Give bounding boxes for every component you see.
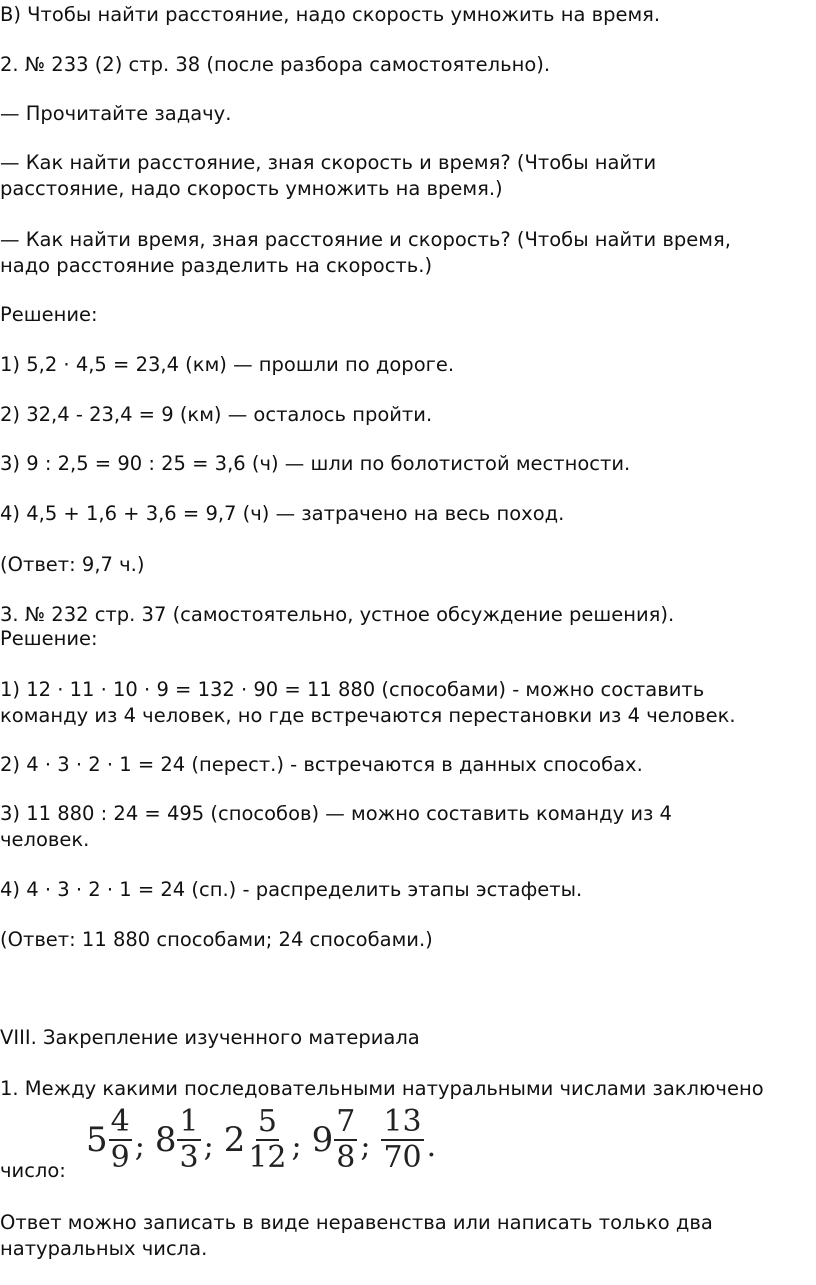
solution-step: 1) 5,2 · 4,5 = 23,4 (км) — прошли по дороге. — [0, 353, 455, 376]
numerator: 7 — [336, 1104, 356, 1139]
numerator: 1 — [179, 1104, 199, 1139]
whole-part: 5 — [86, 1120, 108, 1160]
text-line: надо расстояние разделить на скорость.) — [0, 254, 433, 277]
fraction — [177, 1104, 200, 1175]
mixed-number — [154, 1104, 201, 1175]
denominator: 3 — [179, 1140, 199, 1175]
text-line: 3. № 232 стр. 37 (самостоятельно, устное обсуждение решения). — [0, 603, 675, 626]
text-line: натуральных числа. — [0, 1237, 208, 1260]
separator: ; — [203, 1128, 214, 1164]
whole-part: 9 — [311, 1120, 334, 1160]
separator: ; — [291, 1128, 302, 1164]
solution-step: 4) 4 · 3 · 2 · 1 = 24 (сп.) - распределить этапы эстафеты. — [0, 878, 583, 901]
end-period: . — [426, 1128, 437, 1164]
separator: ; — [360, 1128, 371, 1164]
text-line: — Как найти время, зная расстояние и скорость? (Чтобы найти время, — [0, 228, 731, 251]
fraction — [334, 1104, 357, 1175]
answer-line: (Ответ: 11 880 способами; 24 способами.) — [0, 928, 433, 951]
solution-step: человек. — [0, 828, 90, 851]
solution-step: 4) 4,5 + 1,6 + 3,6 = 9,7 (ч) — затрачено на весь поход. — [0, 502, 565, 525]
denominator: 12 — [248, 1140, 287, 1175]
solution-step: команду из 4 человек, но где встречаются перестановки из 4 человек. — [0, 704, 736, 727]
text-line: В) Чтобы найти расстояние, надо скорость умножить на время. — [0, 3, 661, 26]
denominator: 8 — [336, 1140, 356, 1175]
denominator: 9 — [110, 1140, 130, 1175]
section-heading: Решение: — [0, 627, 98, 650]
numerator: 13 — [383, 1104, 422, 1139]
text-line: 2. № 233 (2) стр. 38 (после разбора самостоятельно). — [0, 53, 551, 76]
fraction — [381, 1104, 423, 1175]
whole-part: 2 — [223, 1120, 246, 1160]
mixed-number — [311, 1104, 358, 1175]
whole-part: 8 — [154, 1120, 177, 1160]
denominator: 70 — [383, 1140, 422, 1175]
mixed-number — [86, 1104, 132, 1175]
text-line: — Прочитайте задачу. — [0, 102, 232, 125]
separator: ; — [134, 1128, 145, 1164]
fractions-formula — [86, 1100, 446, 1180]
section-title: VIII. Закрепление изученного материала — [0, 1026, 420, 1049]
answer-line: (Ответ: 9,7 ч.) — [0, 553, 145, 576]
fraction — [246, 1104, 288, 1175]
solution-step: 3) 11 880 : 24 = 495 (способов) — можно составить команду из 4 — [0, 802, 672, 825]
numerator: 4 — [110, 1104, 130, 1139]
text-line: расстояние, надо скорость умножить на время.) — [0, 177, 503, 200]
mixed-number — [223, 1104, 289, 1175]
task-line: 1. Между какими последовательными натуральными числами заключено — [0, 1077, 764, 1100]
task-line: число: — [0, 1159, 66, 1182]
fraction-number — [380, 1104, 423, 1175]
solution-step: 1) 12 · 11 · 10 · 9 = 132 · 90 = 11 880 (способами) - можно составить — [0, 678, 705, 701]
solution-step: 3) 9 : 2,5 = 90 : 25 = 3,6 (ч) — шли по болотистой местности. — [0, 452, 631, 475]
fraction — [109, 1104, 132, 1175]
text-line: Ответ можно записать в виде неравенства или написать только два — [0, 1211, 713, 1234]
text-line: — Как найти расстояние, зная скорость и время? (Чтобы найти — [0, 151, 657, 174]
solution-step: 2) 4 · 3 · 2 · 1 = 24 (перест.) - встречаются в данных способах. — [0, 753, 643, 776]
solution-step: 2) 32,4 - 23,4 = 9 (км) — осталось пройти. — [0, 403, 433, 426]
section-heading: Решение: — [0, 303, 98, 326]
numerator: 5 — [257, 1104, 277, 1139]
